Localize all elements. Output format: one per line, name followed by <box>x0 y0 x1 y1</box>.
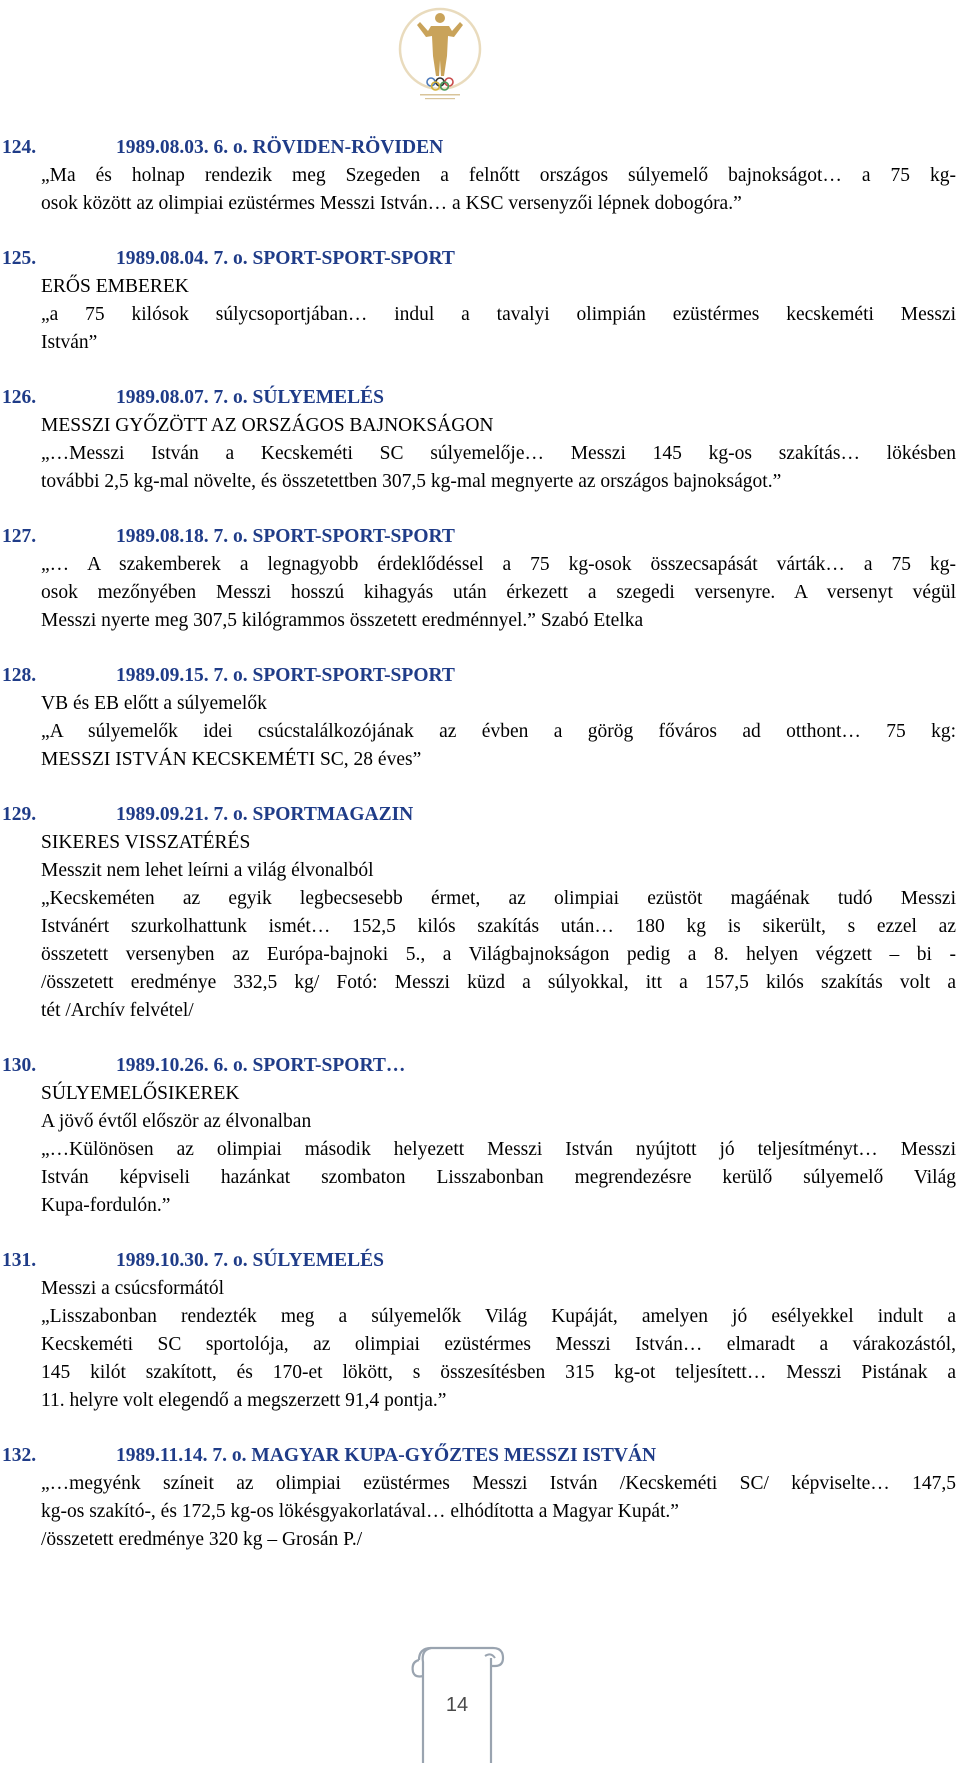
athlete-olympic-rings-logo <box>390 4 490 104</box>
entry-body <box>41 1080 956 1220</box>
entry-subtitle: VB és EB előtt a súlyemelők <box>41 693 267 714</box>
entry-subtitle: SIKERES VISSZATÉRÉS <box>41 832 251 853</box>
entry-line: István” <box>41 332 98 353</box>
entry-line: kg-os szakító-, és 172,5 kg-os lökésgyakorlatával… elhódította a Magyar Kupát.” <box>41 1501 679 1522</box>
entry-line: „…megyénk színeit az olimpiai ezüstérmes Messzi István /Kecskeméti SC/ képviselte… 147,5 <box>41 1473 956 1494</box>
entry-line: „Lisszabonban rendezték meg a súlyemelők Világ Kupáját, amelyen jó esélyekkel indult a <box>41 1306 956 1327</box>
entry-number: 130. <box>2 1055 37 1076</box>
entry-124 <box>0 134 960 218</box>
entry-source: 1989.09.15. 7. o. SPORT-SPORT-SPORT <box>116 665 455 686</box>
entry-line: „Ma és holnap rendezik meg Szegeden a felnőtt országos súlyemelő bajnokságot… a 75 kg- <box>41 165 956 186</box>
entry-heading <box>0 801 960 829</box>
entry-heading <box>0 1052 960 1080</box>
entry-heading <box>0 1247 960 1275</box>
entry-number: 126. <box>2 387 37 408</box>
entry-line: 145 kilót szakított, és 170-et lökött, s összesítésben 315 kg-ot teljesített… Messzi Pistának a <box>41 1362 956 1383</box>
entry-line: „Kecskeméten az egyik legbecsesebb érmet, az olimpiai ezüstöt magáénak tudó Messzi <box>41 888 956 909</box>
entry-number: 124. <box>2 137 37 158</box>
entry-line: István képviseli hazánkat szombaton Lisszabonban megrendezésre kerülő súlyemelő Világ <box>41 1167 956 1188</box>
entry-125 <box>0 245 960 357</box>
entry-heading <box>0 134 960 162</box>
entry-body <box>41 162 956 218</box>
entry-subtitle: A jövő évtől először az élvonalban <box>41 1111 312 1132</box>
entry-subtitle: Messzit nem lehet leírni a világ élvonalból <box>41 860 374 881</box>
entry-heading <box>0 1442 960 1470</box>
entry-subtitle: MESSZI GYŐZÖTT AZ ORSZÁGOS BAJNOKSÁGON <box>41 415 494 436</box>
entry-source: 1989.10.30. 7. o. SÚLYEMELÉS <box>116 1250 385 1271</box>
page-footer <box>397 1640 517 1763</box>
page-number: 14 <box>445 1694 469 1716</box>
entry-source: 1989.08.03. 6. o. RÖVIDEN-RÖVIDEN <box>116 137 444 158</box>
entry-heading <box>0 523 960 551</box>
entry-body <box>41 1470 956 1554</box>
entry-line: /összetett eredménye 332,5 kg/ Fotó: Messzi küzd a súlyokkal, itt a 157,5 kilós szakítás volt a <box>41 972 956 993</box>
entry-130 <box>0 1052 960 1220</box>
entry-subtitle: Messzi a csúcsformától <box>41 1278 225 1299</box>
entry-line: „…Különösen az olimpiai második helyezett Messzi István nyújtott jó teljesítményt… Messzi <box>41 1139 956 1160</box>
entry-source: 1989.11.14. 7. o. MAGYAR KUPA-GYŐZTES MESSZI ISTVÁN <box>116 1445 657 1466</box>
entry-number: 132. <box>2 1445 37 1466</box>
entry-number: 131. <box>2 1250 37 1271</box>
entry-source: 1989.08.18. 7. o. SPORT-SPORT-SPORT <box>116 526 455 547</box>
entry-line: „… A szakemberek a legnagyobb érdeklődéssel a 75 kg-osok összecsapását várták… a 75 kg- <box>41 554 956 575</box>
entry-126 <box>0 384 960 496</box>
entry-number: 127. <box>2 526 37 547</box>
entries-list <box>0 134 960 1581</box>
entry-line: osok között az olimpiai ezüstérmes Messzi István… a KSC versenyzői lépnek dobogóra.” <box>41 193 742 214</box>
entry-subtitle: ERŐS EMBEREK <box>41 276 189 297</box>
entry-line: Istvánért szurkolhattunk ismét… 152,5 kilós szakítás után… 180 kg is sikerült, s ezzel az <box>41 916 956 937</box>
entry-body <box>41 412 956 496</box>
entry-128 <box>0 662 960 774</box>
entry-heading <box>0 245 960 273</box>
entry-subtitle: SÚLYEMELŐSIKEREK <box>41 1083 240 1104</box>
entry-body <box>41 273 956 357</box>
entry-heading <box>0 384 960 412</box>
entry-number: 129. <box>2 804 37 825</box>
entry-source: 1989.10.26. 6. o. SPORT-SPORT… <box>116 1055 406 1076</box>
entry-127 <box>0 523 960 635</box>
entry-131 <box>0 1247 960 1415</box>
entry-129 <box>0 801 960 1025</box>
entry-source: 1989.08.04. 7. o. SPORT-SPORT-SPORT <box>116 248 455 269</box>
entry-number: 128. <box>2 665 37 686</box>
entry-line: Kupa-fordulón.” <box>41 1195 171 1216</box>
entry-number: 125. <box>2 248 37 269</box>
entry-line: osok mezőnyében Messzi hosszú kihagyás után érkezett a szegedi versenyre. A versenyt végül <box>41 582 956 603</box>
entry-body <box>41 1275 956 1415</box>
entry-body <box>41 829 956 1025</box>
entry-line: „a 75 kilósok súlycsoportjában… indul a tavalyi olimpián ezüstérmes kecskeméti Messzi <box>41 304 956 325</box>
entry-line: további 2,5 kg-mal növelte, és összetettben 307,5 kg-mal megnyerte az országos bajnokságot.” <box>41 471 782 492</box>
entry-heading <box>0 662 960 690</box>
entry-132 <box>0 1442 960 1554</box>
entry-line: „A súlyemelők idei csúcstalálkozójának az évben a görög főváros ad otthont… 75 kg: <box>41 721 956 742</box>
entry-line: „…Messzi István a Kecskeméti SC súlyemelője… Messzi 145 kg-os szakítás… lökésben <box>41 443 956 464</box>
entry-line: Kecskeméti SC sportolója, az olimpiai ezüstérmes Messzi István… elmaradt a várakozástól, <box>41 1334 956 1355</box>
entry-source: 1989.08.07. 7. o. SÚLYEMELÉS <box>116 387 385 408</box>
entry-body <box>41 690 956 774</box>
entry-line: MESSZI ISTVÁN KECSKEMÉTI SC, 28 éves” <box>41 749 422 770</box>
entry-line: összetett versenyben az Európa-bajnoki 5., a Világbajnokságon pedig a 8. helyen végzett – bi - <box>41 944 956 965</box>
logo-icon <box>390 4 490 104</box>
entry-line: Messzi nyerte meg 307,5 kilógrammos összetett eredménnyel.” Szabó Etelka <box>41 610 644 631</box>
entry-line: 11. helyre volt elegendő a megszerzett 91,4 pontja.” <box>41 1390 447 1411</box>
entry-line: /összetett eredménye 320 kg – Grosán P./ <box>41 1529 363 1550</box>
entry-line: tét /Archív felvétel/ <box>41 1000 194 1021</box>
entry-body <box>41 551 956 635</box>
entry-source: 1989.09.21. 7. o. SPORTMAGAZIN <box>116 804 414 825</box>
